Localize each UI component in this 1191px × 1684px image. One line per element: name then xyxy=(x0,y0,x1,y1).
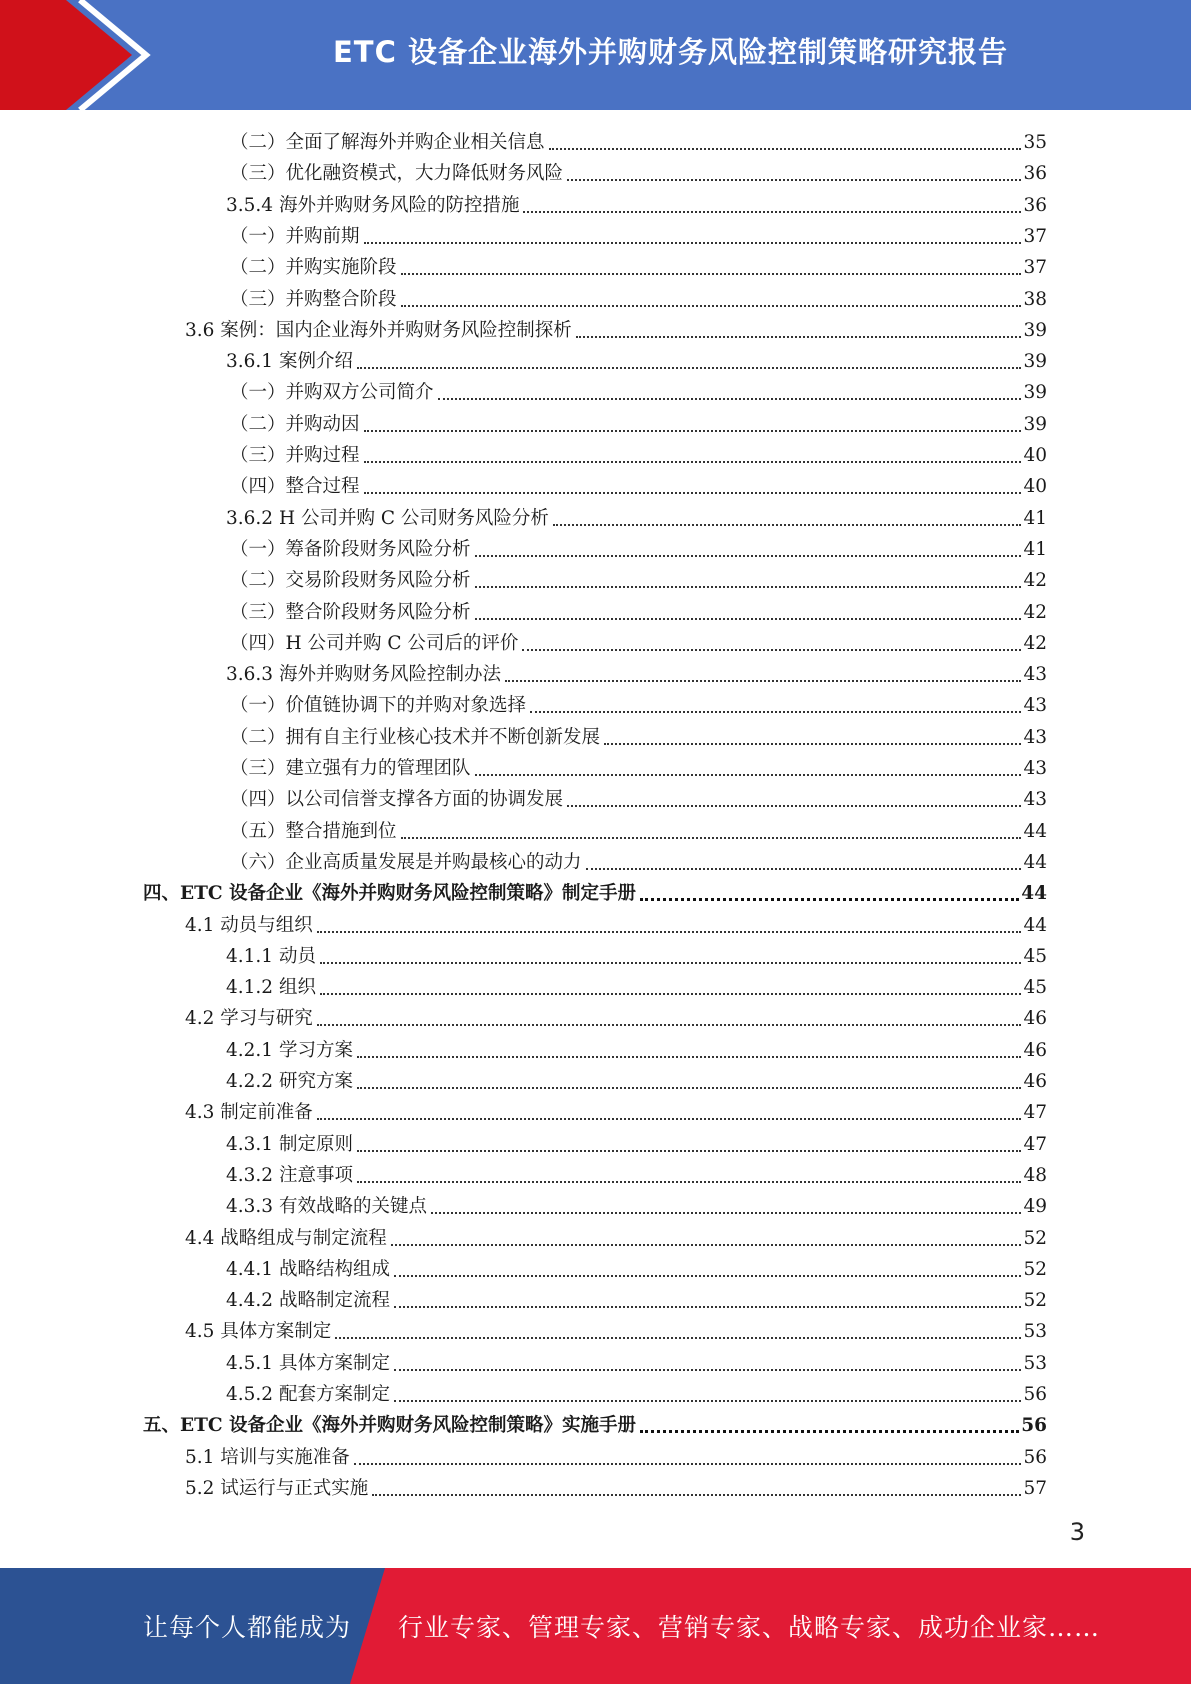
toc-dot-leader xyxy=(431,1212,1021,1214)
toc-entry-label: 4.1 动员与组织 xyxy=(185,914,313,936)
toc-entry-page: 44 xyxy=(1021,883,1047,905)
toc-entry-page: 37 xyxy=(1023,257,1047,279)
toc-entry-page: 48 xyxy=(1023,1164,1047,1186)
toc-entry[interactable] xyxy=(185,1316,1047,1347)
toc-dot-leader xyxy=(317,931,1022,933)
toc-dot-leader xyxy=(394,1369,1021,1371)
toc-entry-label: 3.6 案例：国内企业海外并购财务风险控制探析 xyxy=(185,319,572,341)
toc-dot-leader xyxy=(372,1494,1021,1496)
toc-dot-leader xyxy=(438,398,1022,400)
toc-entry-page: 36 xyxy=(1023,194,1047,216)
toc-entry[interactable] xyxy=(230,847,1047,878)
toc-entry-label: （二）拥有自主行业核心技术并不断创新发展 xyxy=(230,726,601,748)
toc-dot-leader xyxy=(401,305,1022,307)
toc-dot-leader xyxy=(364,492,1022,494)
toc-entry-label: （二）并购实施阶段 xyxy=(230,257,397,279)
page-number: 3 xyxy=(1069,1518,1085,1546)
toc-entry[interactable] xyxy=(230,471,1047,502)
toc-entry-label: （二）全面了解海外并购企业相关信息 xyxy=(230,132,545,153)
toc-entry-page: 35 xyxy=(1023,132,1047,153)
toc-dot-leader xyxy=(394,1400,1021,1402)
toc-entry-label: （三）并购整合阶段 xyxy=(230,288,397,310)
toc-dot-leader xyxy=(317,1118,1022,1120)
toc-entry-page: 44 xyxy=(1023,820,1047,842)
toc-entry-page: 45 xyxy=(1023,945,1047,967)
toc-dot-leader xyxy=(394,1306,1021,1308)
toc-entry-label: 5.1 培训与实施准备 xyxy=(185,1446,350,1468)
toc-dot-leader xyxy=(475,618,1022,620)
toc-entry-page: 53 xyxy=(1023,1321,1047,1343)
page-header xyxy=(0,0,1191,110)
toc-entry[interactable] xyxy=(230,252,1047,283)
toc-dot-leader xyxy=(567,805,1021,807)
toc-dot-leader xyxy=(357,1087,1022,1089)
toc-entry-label: （二）并购动因 xyxy=(230,413,360,435)
toc-entry-page: 46 xyxy=(1023,1008,1047,1030)
toc-entry-label: 4.3 制定前准备 xyxy=(185,1102,313,1124)
toc-entry[interactable] xyxy=(185,315,1047,346)
toc-entry[interactable] xyxy=(230,565,1047,596)
toc-entry[interactable] xyxy=(226,1285,1047,1316)
toc-entry-label: 5.2 试运行与正式实施 xyxy=(185,1477,369,1499)
toc-entry-page: 56 xyxy=(1021,1415,1047,1437)
toc-entry[interactable] xyxy=(230,784,1047,815)
toc-entry-page: 41 xyxy=(1023,538,1047,560)
toc-entry-label: （六）企业高质量发展是并购最核心的动力 xyxy=(230,851,582,873)
toc-entry[interactable] xyxy=(185,1003,1047,1034)
toc-entry-page: 56 xyxy=(1023,1446,1047,1468)
toc-entry[interactable] xyxy=(230,127,1047,158)
toc-dot-leader xyxy=(391,1244,1022,1246)
toc-entry-label: 4.1.1 动员 xyxy=(226,945,316,967)
toc-entry[interactable] xyxy=(230,158,1047,189)
toc-entry-label: （二）交易阶段财务风险分析 xyxy=(230,570,471,592)
toc-entry-page: 46 xyxy=(1023,1039,1047,1061)
toc-entry[interactable] xyxy=(226,659,1047,690)
toc-entry-page: 43 xyxy=(1023,695,1047,717)
toc-dot-leader xyxy=(640,898,1019,901)
toc-entry-page: 38 xyxy=(1023,288,1047,310)
toc-entry-label: （一）筹备阶段财务风险分析 xyxy=(230,538,471,560)
toc-entry-page: 43 xyxy=(1023,758,1047,779)
toc-entry-label: 4.4.2 战略制定流程 xyxy=(226,1290,390,1312)
toc-dot-leader xyxy=(640,1430,1019,1433)
toc-dot-leader xyxy=(317,1024,1022,1026)
toc-entry[interactable] xyxy=(230,221,1047,252)
toc-entry-page: 37 xyxy=(1023,225,1047,247)
toc-dot-leader xyxy=(567,179,1021,181)
toc-entry-label: 3.6.1 案例介绍 xyxy=(226,351,353,373)
toc-dot-leader xyxy=(394,1275,1021,1277)
toc-entry[interactable] xyxy=(230,440,1047,471)
page-footer xyxy=(0,1568,1191,1684)
footer-slogan-left: 让每个人都能成为 xyxy=(143,1613,352,1642)
toc-entry-label: （三）并购过程 xyxy=(230,445,360,466)
toc-entry-page: 41 xyxy=(1023,507,1047,529)
toc-entry-label: 4.5 具体方案制定 xyxy=(185,1321,332,1343)
toc-entry-page: 43 xyxy=(1023,664,1047,686)
toc-entry-label: （三）整合阶段财务风险分析 xyxy=(230,601,471,623)
toc-entry[interactable] xyxy=(226,346,1047,377)
toc-dot-leader xyxy=(357,1181,1022,1183)
toc-entry-label: （三）建立强有力的管理团队 xyxy=(230,758,471,779)
toc-entry[interactable] xyxy=(226,1160,1047,1191)
toc-entry[interactable] xyxy=(226,1035,1047,1066)
toc-entry-label: 四、ETC 设备企业《海外并购财务风险控制策略》制定手册 xyxy=(143,883,637,905)
toc-entry-page: 53 xyxy=(1023,1352,1047,1374)
toc-entry-label: （一）并购双方公司简介 xyxy=(230,382,434,404)
toc-entry-page: 45 xyxy=(1023,977,1047,999)
toc-entry[interactable] xyxy=(230,690,1047,721)
document-title: ETC 设备企业海外并购财务风险控制策略研究报告 xyxy=(333,34,1008,69)
toc-entry-page: 56 xyxy=(1023,1384,1047,1405)
toc-entry-page: 52 xyxy=(1023,1227,1047,1249)
toc-entry[interactable] xyxy=(185,1223,1047,1254)
toc-entry[interactable] xyxy=(230,377,1047,408)
toc-entry-page: 39 xyxy=(1023,319,1047,341)
toc-dot-leader xyxy=(320,993,1022,995)
toc-dot-leader xyxy=(505,680,1021,682)
toc-entry[interactable] xyxy=(226,1191,1047,1222)
toc-entry-label: 4.1.2 组织 xyxy=(226,977,316,999)
toc-entry-page: 46 xyxy=(1023,1071,1047,1092)
toc-entry-label: 4.4 战略组成与制定流程 xyxy=(185,1227,387,1249)
toc-dot-leader xyxy=(357,1150,1022,1152)
toc-entry-label: 4.5.1 具体方案制定 xyxy=(226,1352,390,1374)
toc-entry-page: 57 xyxy=(1023,1477,1047,1499)
toc-dot-leader xyxy=(475,774,1022,776)
toc-dot-leader xyxy=(522,649,1021,651)
footer-slogan-right: 行业专家、管理专家、营销专家、战略专家、成功企业家…… xyxy=(398,1613,1101,1642)
toc-entry-page: 47 xyxy=(1023,1133,1047,1155)
toc-entry-page: 42 xyxy=(1023,570,1047,592)
toc-entry-page: 40 xyxy=(1023,445,1047,466)
toc-entry-label: （四）以公司信誉支撑各方面的协调发展 xyxy=(230,789,564,811)
toc-entry-page: 42 xyxy=(1023,601,1047,623)
toc-entry[interactable] xyxy=(185,1473,1047,1504)
toc-entry[interactable] xyxy=(230,722,1047,753)
toc-entry-label: 4.5.2 配套方案制定 xyxy=(226,1384,390,1405)
toc-entry[interactable] xyxy=(230,534,1047,565)
toc-entry-page: 44 xyxy=(1023,914,1047,936)
toc-entry-page: 42 xyxy=(1023,632,1047,654)
toc-dot-leader xyxy=(335,1337,1021,1339)
toc-entry-page: 49 xyxy=(1023,1196,1047,1218)
toc-entry[interactable] xyxy=(226,972,1047,1003)
toc-entry-page: 40 xyxy=(1023,476,1047,498)
toc-dot-leader xyxy=(364,430,1022,432)
toc-entry[interactable] xyxy=(230,409,1047,440)
toc-entry[interactable] xyxy=(226,1379,1047,1410)
toc-entry-label: 4.2 学习与研究 xyxy=(185,1008,313,1030)
toc-entry[interactable] xyxy=(226,503,1047,534)
toc-dot-leader xyxy=(576,336,1022,338)
toc-dot-leader xyxy=(364,242,1022,244)
toc-dot-leader xyxy=(357,367,1022,369)
toc-entry[interactable] xyxy=(226,1129,1047,1160)
toc-entry-label: （四）H 公司并购 C 公司后的评价 xyxy=(230,632,519,654)
toc-entry[interactable] xyxy=(226,1254,1047,1285)
toc-entry-page: 43 xyxy=(1023,726,1047,748)
toc-entry-page: 39 xyxy=(1023,382,1047,404)
toc-entry[interactable] xyxy=(230,816,1047,847)
toc-dot-leader xyxy=(475,555,1022,557)
toc-entry-label: （五）整合措施到位 xyxy=(230,820,397,842)
toc-dot-leader xyxy=(475,586,1022,588)
toc-entry-label: 4.2.1 学习方案 xyxy=(226,1039,353,1061)
toc-dot-leader xyxy=(357,1056,1022,1058)
toc-entry[interactable] xyxy=(185,910,1047,941)
toc-dot-leader xyxy=(401,273,1022,275)
toc-entry-label: 4.3.2 注意事项 xyxy=(226,1164,353,1186)
toc-entry-label: 五、ETC 设备企业《海外并购财务风险控制策略》实施手册 xyxy=(143,1415,637,1437)
toc-entry[interactable] xyxy=(230,284,1047,315)
toc-entry-label: （一）并购前期 xyxy=(230,225,360,247)
toc-entry-page: 39 xyxy=(1023,351,1047,373)
toc-entry-label: 4.2.2 研究方案 xyxy=(226,1071,353,1092)
toc-entry-label: 4.3.3 有效战略的关键点 xyxy=(226,1196,427,1218)
toc-entry[interactable] xyxy=(226,190,1047,221)
toc-dot-leader xyxy=(604,743,1021,745)
toc-dot-leader xyxy=(549,148,1022,150)
toc-entry-page: 44 xyxy=(1023,851,1047,873)
toc-entry[interactable] xyxy=(230,628,1047,659)
toc-entry-page: 47 xyxy=(1023,1102,1047,1124)
toc-entry[interactable] xyxy=(185,1097,1047,1128)
toc-entry-page: 52 xyxy=(1023,1258,1047,1280)
toc-entry-label: 3.6.2 H 公司并购 C 公司财务风险分析 xyxy=(226,507,549,529)
toc-dot-leader xyxy=(320,962,1022,964)
toc-entry[interactable] xyxy=(185,1442,1047,1473)
toc-dot-leader xyxy=(530,711,1021,713)
toc-dot-leader xyxy=(553,524,1022,526)
toc-entry-label: 4.4.1 战略结构组成 xyxy=(226,1258,390,1280)
toc-entry[interactable] xyxy=(226,1348,1047,1379)
toc-entry[interactable] xyxy=(230,597,1047,628)
toc-dot-leader xyxy=(354,1463,1022,1465)
toc-entry-page: 39 xyxy=(1023,413,1047,435)
toc-entry[interactable] xyxy=(143,878,1047,909)
toc-entry-page: 36 xyxy=(1023,163,1047,185)
toc-dot-leader xyxy=(401,837,1022,839)
toc-dot-leader xyxy=(523,211,1021,213)
toc-dot-leader xyxy=(586,868,1022,870)
toc-entry-page: 52 xyxy=(1023,1290,1047,1312)
toc-entry-label: （三）优化融资模式，大力降低财务风险 xyxy=(230,163,564,185)
toc-entry-label: 4.3.1 制定原则 xyxy=(226,1133,353,1155)
toc-entry[interactable] xyxy=(230,753,1047,784)
toc-entry-label: （四）整合过程 xyxy=(230,476,360,498)
toc-dot-leader xyxy=(364,461,1022,463)
toc-entry-label: 3.5.4 海外并购财务风险的防控措施 xyxy=(226,194,520,216)
toc-entry-label: 3.6.3 海外并购财务风险控制办法 xyxy=(226,664,501,686)
toc-entry[interactable] xyxy=(226,1066,1047,1097)
toc-entry-label: （一）价值链协调下的并购对象选择 xyxy=(230,695,527,717)
toc-entry[interactable] xyxy=(226,941,1047,972)
toc-entry-page: 43 xyxy=(1023,789,1047,811)
toc-entry[interactable] xyxy=(143,1410,1047,1441)
